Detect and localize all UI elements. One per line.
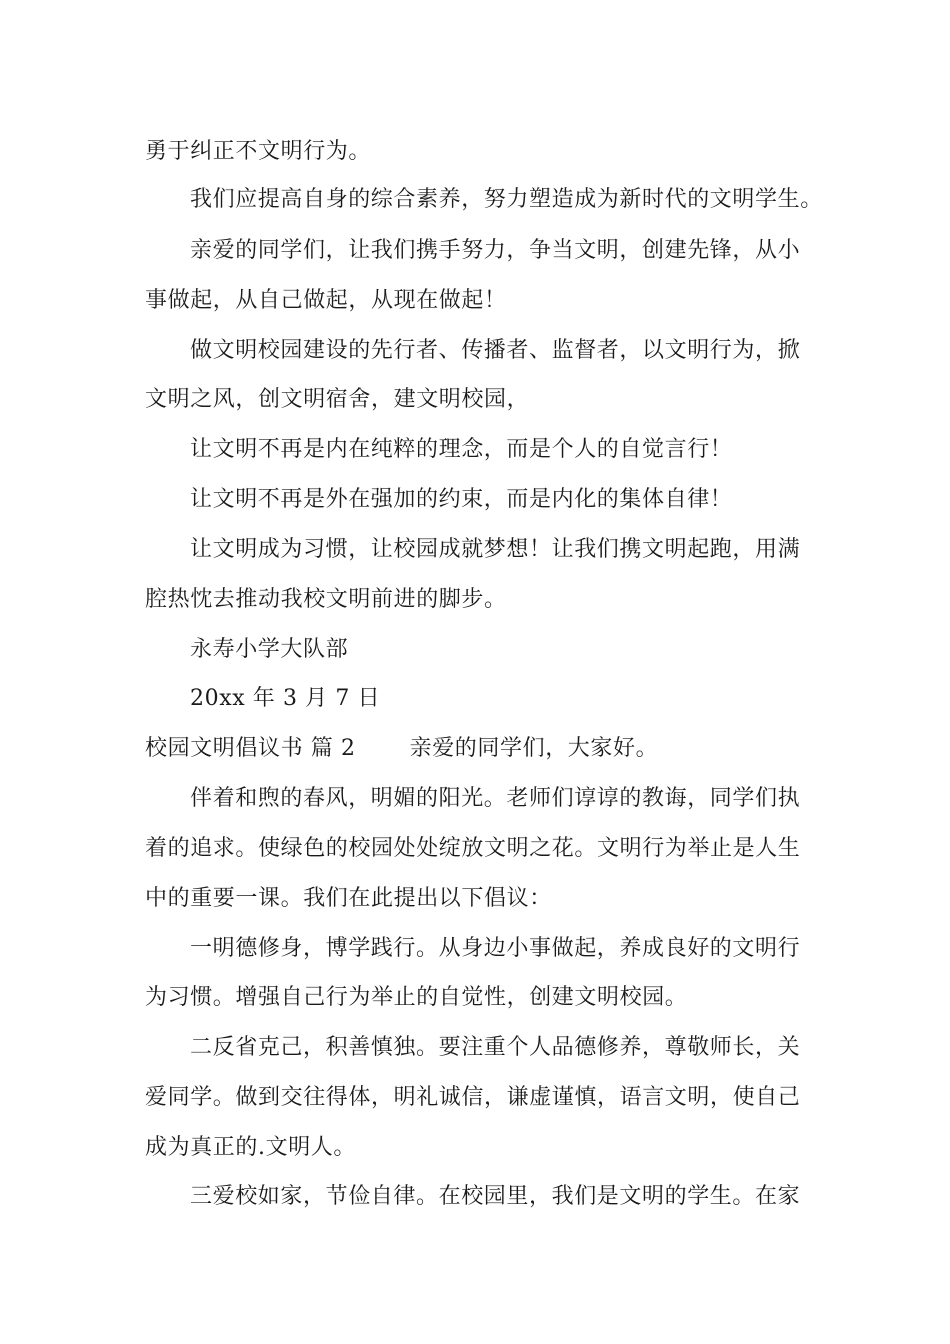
- section-title: 校园文明倡议书 篇 2: [145, 736, 356, 761]
- paragraph-line: 三爱校如家，节俭自律。在校园里，我们是文明的学生。在家: [190, 1184, 801, 1209]
- signature-org: 永寿小学大队部: [190, 637, 349, 662]
- paragraph-line: 我们应提高自身的综合素养，努力塑造成为新时代的文明学生。: [190, 187, 823, 212]
- text-line: 腔热忱去推动我校文明前进的脚步。: [145, 587, 507, 612]
- text-line: 为习惯。增强自己行为举止的自觉性，创建文明校园。: [145, 985, 688, 1010]
- paragraph-line: 做文明校园建设的先行者、传播者、监督者，以文明行为，掀: [190, 338, 801, 363]
- paragraph-line: 让文明不再是内在纯粹的理念，而是个人的自觉言行！: [190, 437, 733, 462]
- paragraph-line: 亲爱的同学们，让我们携手努力，争当文明，创建先锋，从小: [190, 238, 801, 263]
- text-line: 中的重要一课。我们在此提出以下倡议：: [145, 886, 552, 911]
- paragraph-line: 让文明不再是外在强加的约束，而是内化的集体自律！: [190, 487, 733, 512]
- text-line: 着的追求。使绿色的校园处处绽放文明之花。文明行为举止是人生: [145, 836, 801, 861]
- paragraph-line: 二反省克己，积善慎独。要注重个人品德修养，尊敬师长，关: [190, 1035, 801, 1060]
- text-line: 勇于纠正不文明行为。: [145, 139, 372, 164]
- paragraph-line: 伴着和煦的春风，明媚的阳光。老师们谆谆的教诲，同学们执: [190, 786, 801, 811]
- text-line: 事做起，从自己做起，从现在做起！: [145, 288, 507, 313]
- signature-date: 20xx 年 3 月 7 日: [190, 686, 381, 711]
- paragraph-line: 一明德修身，博学践行。从身边小事做起，养成良好的文明行: [190, 936, 801, 961]
- text-line: 爱同学。做到交往得体，明礼诚信，谦虚谨慎，语言文明，使自己: [145, 1085, 801, 1110]
- section-heading-line: [145, 734, 825, 764]
- text-line: 成为真正的.文明人。: [145, 1135, 356, 1160]
- text-line: 文明之风，创文明宿舍，建文明校园，: [145, 387, 530, 412]
- paragraph-line: 让文明成为习惯，让校园成就梦想！让我们携文明起跑，用满: [190, 537, 801, 562]
- greeting: 亲爱的同学们，大家好。: [409, 736, 659, 761]
